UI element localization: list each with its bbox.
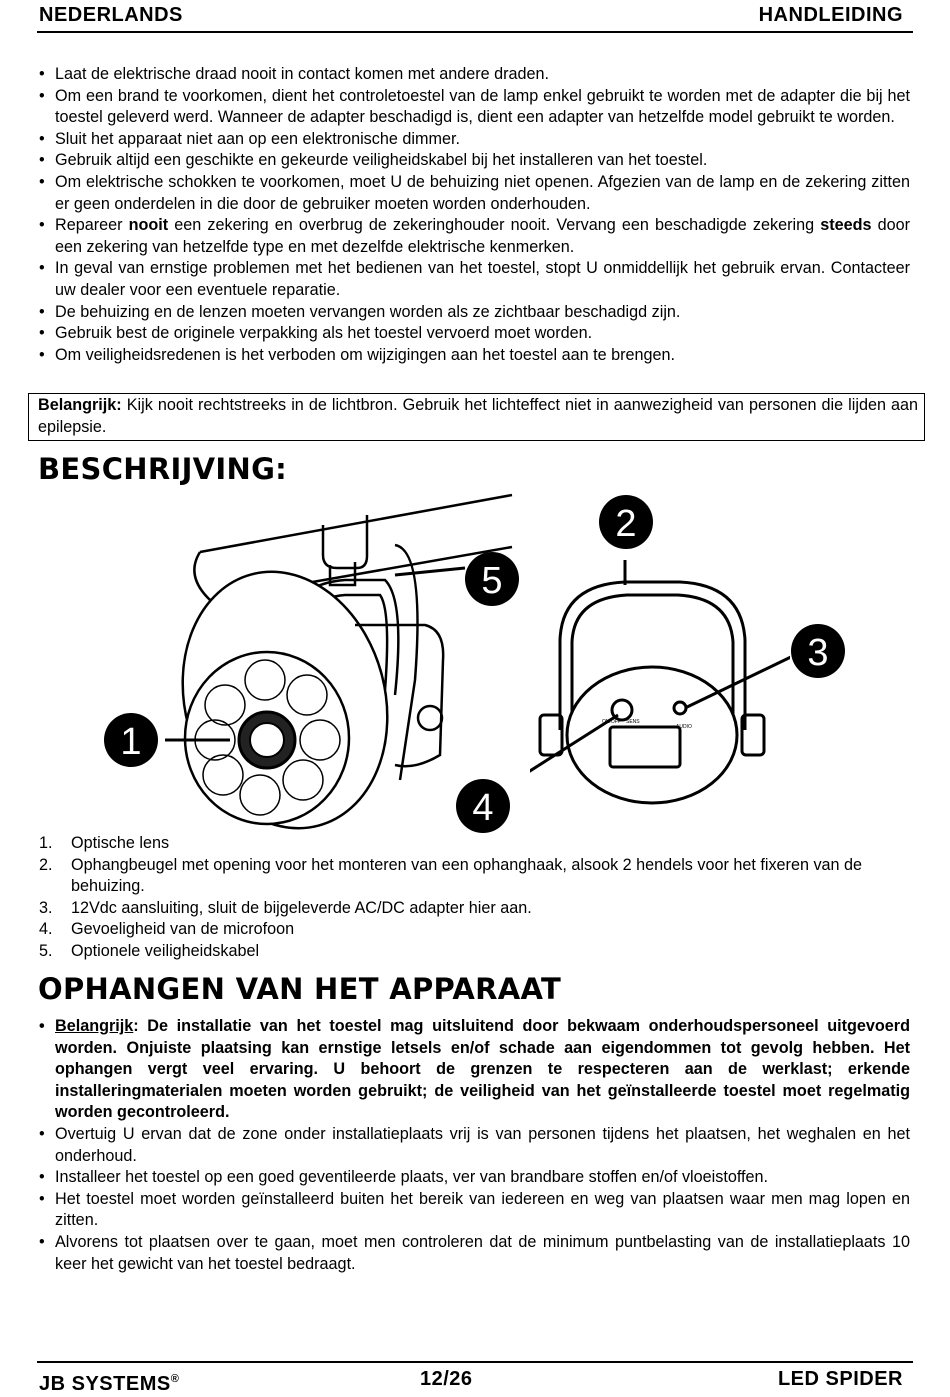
hanging-important-text: De installatie van het toestel mag uitsluitend door bekwaam onderhoudspersoneel uitgevoerd worden. Onjuiste plaatsing kan ernstige letsels en/of schade aan eigendommen tot gevolg hebben. Het ophangen vergt veel ervaring. U behoort de grenzen te respecteren aan de werklast; erkende installeringmaterialen moeten worden gebruikt; de veiligheid van het geïnstalleerde toestel moet regelmatig worden gecontroleerd. [55,1017,910,1122]
important-text: Kijk nooit rechtstreeks in de lichtbron. Gebruik het lichteffect niet in aanwezigheid van personen die lijden aan epilepsie. [38,396,918,436]
safety-item: • Laat de elektrische draad nooit in contact komen met andere draden. [37,64,910,86]
hanging-important-label: Belangrijk [55,1017,134,1035]
parts-item [37,833,910,855]
callout-number-3: 3 [807,632,829,674]
parts-item-text: Gevoeligheid van de microfoon [71,920,295,939]
footer-page-number: 12/26 [420,1368,473,1390]
safety-item: • In geval van ernstige problemen met het bedienen van het toestel, stopt U onmiddellijk het gebruik ervan. Contacteer uw dealer voor een eventuele reparatie. [37,258,910,301]
parts-item-text: Optische lens [71,834,170,852]
footer-brand [39,1369,179,1396]
footer-registered-mark: ® [170,1373,180,1385]
safety-item: • Gebruik best de originele verpakking als het toestel vervoerd moet worden. [37,323,910,345]
header-language: NEDERLANDS [39,4,183,26]
parts-item [37,898,910,920]
hanging-list [37,1016,910,1275]
callout-number-2: 2 [615,503,637,545]
hanging-item: • Installeer het toestel op een goed geventileerde plaats, ver van brandbare stoffen en/of vloeistoffen. [37,1167,910,1189]
panel-label-sens: SENS [626,719,640,725]
parts-item-number: 3. [39,898,53,917]
hanging-heading: OPHANGEN VAN HET APPARAAT [38,972,562,1006]
safety-item: • Sluit het apparaat niet aan op een elektronische dimmer. [37,129,910,151]
safety-item: • Om een brand te voorkomen, dient het controletoestel van de lamp enkel gebruikt te worden met de adapter die bij het toestel geleverd werd. Wanneer de adapter beschadigd is, dient een adapter van hetzelfde model gebruikt te worden. [37,86,910,129]
safety-item: • Om veiligheidsredenen is het verboden om wijzigingen aan het toestel aan te brengen. [37,345,910,367]
fuse-text-always: steeds [820,216,872,235]
hanging-item: • Alvorens tot plaatsen over te gaan, moet men controleren dat de minimum puntbelasting van de installatieplaats 10 keer het gewicht van het toestel bedraagt. [37,1232,910,1275]
hanging-important-item [37,1016,910,1124]
parts-item-number: 2. [39,855,53,874]
parts-item-number: 4. [39,920,53,939]
hanging-important-colon: : [133,1017,139,1035]
parts-item-text: Ophangbeugel met opening voor het monteren van een ophanghaak, alsook 2 hendels voor het fixeren van de behuizing. [71,855,863,896]
fuse-text-c: een zekering en overbrug de zekeringhouder nooit. Vervang een beschadigde zekering [168,216,821,235]
fuse-text-never: nooit [128,216,169,235]
callout-number-1: 1 [120,721,142,763]
parts-list [37,833,910,963]
parts-item-number: 5. [39,941,53,960]
parts-item-number: 1. [39,834,53,852]
parts-item [37,941,910,963]
fuse-text-d: door een zekering van hetzelfde type en met dezelfde elektrische kenmerken. [55,216,910,256]
page-footer [37,1361,913,1395]
safety-item: • De behuizing en de lenzen moeten vervangen worden als ze zichtbaar beschadigd zijn. [37,302,910,324]
hanging-item: • Overtuig U ervan dat de zone onder installatieplaats vrij is van personen tijdens het plaatsen, het weghalen en het onderhoud. [37,1124,910,1167]
important-label: Belangrijk: [38,396,122,414]
panel-label-audio: AUDIO [676,724,692,730]
callout-number-5: 5 [481,560,503,602]
parts-item-text: 12Vdc aansluiting, sluit de bijgeleverde AC/DC adapter hier aan. [71,898,532,917]
hanging-item: • Het toestel moet worden geïnstalleerd buiten het bereik van iedereen en weg van plaatsen waar men mag lopen en zitten. [37,1189,910,1232]
parts-item [37,919,910,941]
footer-brand-name: JB SYSTEMS [39,1373,171,1395]
panel-label-onoff: ON/OFF [602,719,621,725]
parts-item [37,855,910,898]
safety-item: • Om elektrische schokken te voorkomen, moet U de behuizing niet openen. Afgezien van de lamp en de zekering zitten er geen onderdelen in die door de gebruiker moeten worden onderhouden. [37,172,910,215]
safety-item: • Gebruik altijd een geschikte en gekeurde veiligheidskabel bij het installeren van het toestel. [37,150,910,172]
header-doc-type: HANDLEIDING [758,4,903,26]
parts-item-text: Optionele veiligheidskabel [71,941,260,960]
fuse-text-a: Repareer [55,216,129,235]
callout-number-4: 4 [472,787,494,829]
description-heading: BESCHRIJVING: [38,452,288,486]
footer-product: LED SPIDER [777,1368,903,1390]
